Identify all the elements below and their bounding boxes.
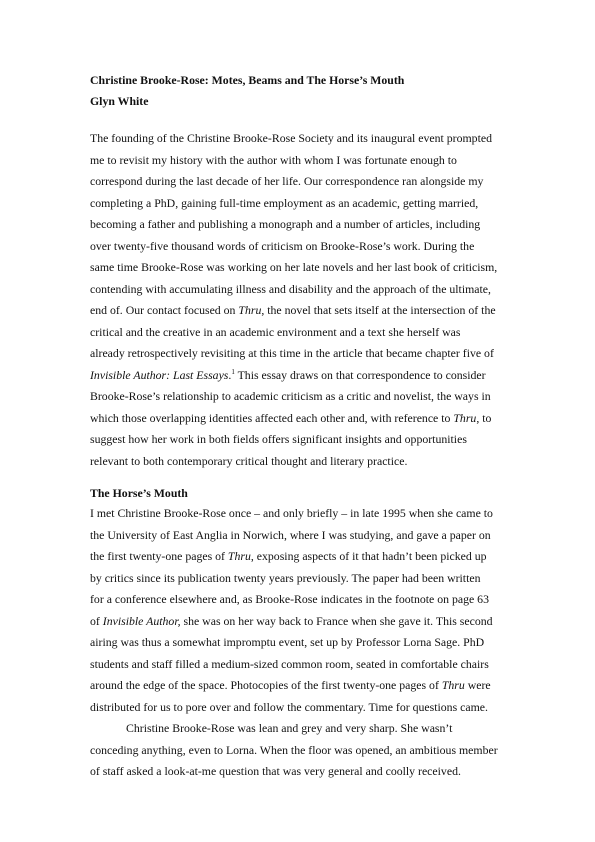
- text-run: which those overlapping identities affected each other and, with reference to: [90, 410, 454, 425]
- paragraph-line: [90, 408, 520, 430]
- paragraph-line: contending with accumulating illness and disability and the approach of the ultimate,: [90, 281, 491, 296]
- book-title-thru: Thru: [453, 410, 477, 425]
- paragraph-line: over twenty-five thousand words of criticism on Brooke-Rose’s work. During the: [90, 238, 475, 253]
- paragraph-line: The founding of the Christine Brooke-Rose Society and its inaugural event prompted: [90, 131, 492, 145]
- paragraph-line: the University of East Anglia in Norwich, where I was studying, and gave a paper on: [90, 527, 491, 542]
- paragraph-intro: [90, 128, 520, 472]
- book-title-invisible-author: Invisible Author,: [102, 613, 181, 628]
- text-run: , exposing aspects of it that hadn’t been picked up: [250, 549, 487, 563]
- paragraph-line: I met Christine Brooke-Rose once – and only briefly – in late 1995 when she came to: [90, 506, 493, 520]
- paragraph-line: me to revisit my history with the author with whom I was fortunate enough to: [90, 152, 457, 167]
- book-title-thru: Thru: [238, 303, 262, 317]
- text-run: end of. Our contact focused on: [90, 303, 239, 317]
- text-run: the first twenty-one pages of: [90, 549, 228, 563]
- paragraph-line: Brooke-Rose’s relationship to academic criticism as a critic and novelist, the ways in: [90, 389, 491, 403]
- paragraph-line: correspond during the last decade of her life. Our correspondence ran alongside my: [90, 174, 484, 188]
- text-run: were: [464, 678, 491, 692]
- text-run: , to: [476, 410, 492, 425]
- paragraph-line: airing was thus a somewhat impromptu event, set up by Professor Lorna Sage. PhD: [90, 635, 485, 649]
- book-title-invisible-author: Invisible Author: Last Essays: [90, 367, 229, 382]
- text-run: she was on her way back to France when she gave it. This second: [180, 613, 493, 628]
- paragraph-line: distributed for us to pore over and follow the commentary. Time for questions came.: [90, 699, 488, 714]
- paragraph-line: by critics since its publication twenty years previously. The paper had been written: [90, 570, 481, 585]
- book-title-thru: Thru: [227, 549, 251, 563]
- paragraph-line: already retrospectively revisiting at this time in the article that became chapter five of: [90, 346, 494, 360]
- paragraph-line: students and staff filled a medium-sized common room, seated in comfortable chairs: [90, 656, 489, 671]
- article-title: Christine Brooke-Rose: Motes, Beams and The Horse’s Mouth: [90, 73, 405, 87]
- paragraph-line: suggest how her work in both fields offers significant insights and opportunities: [90, 432, 467, 446]
- paragraph-line: critical and the creative in an academic environment and a text she herself was: [90, 324, 461, 339]
- paragraph-line: becoming a father and publishing a monograph and a number of articles, including: [90, 217, 481, 231]
- paragraph-line: completing a PhD, gaining full-time employment as an academic, getting married,: [90, 195, 479, 210]
- article-author: Glyn White: [90, 94, 149, 108]
- section-heading: The Horse’s Mouth: [90, 486, 188, 500]
- text-run: , the novel that sets itself at the intersection of the: [261, 303, 496, 317]
- book-title-thru: Thru: [441, 678, 465, 692]
- paragraph-line: Christine Brooke-Rose was lean and grey and very sharp. She wasn’t: [126, 721, 453, 735]
- paragraph-line: [90, 300, 520, 322]
- paragraph-line: [90, 611, 520, 633]
- paragraph-line: same time Brooke-Rose was working on her late novels and her last book of criticism,: [90, 260, 498, 274]
- paragraph-line: relevant to both contemporary critical thought and literary practice.: [90, 453, 408, 468]
- paragraph-line: [90, 675, 520, 697]
- paragraph-horses-mouth: [90, 503, 520, 783]
- text-run: around the edge of the space. Photocopies of the first twenty-one pages of: [90, 678, 442, 692]
- footnote-marker[interactable]: 1: [231, 367, 235, 376]
- paragraph-line: Invisible Author: Last Essays.$^1$ This essay draws on that correspondence to consider: [90, 367, 486, 382]
- paragraph-line: [90, 546, 520, 568]
- text-run: of: [90, 613, 103, 628]
- text-run: This essay draws on that correspondence to consider: [234, 367, 486, 382]
- paragraph-line: conceding anything, even to Lorna. When the floor was opened, an ambitious member: [90, 742, 498, 757]
- paragraph-line: of staff asked a look-at-me question that was very general and coolly received.: [90, 764, 461, 778]
- paragraph-line: for a conference elsewhere and, as Brooke-Rose indicates in the footnote on page 63: [90, 592, 489, 606]
